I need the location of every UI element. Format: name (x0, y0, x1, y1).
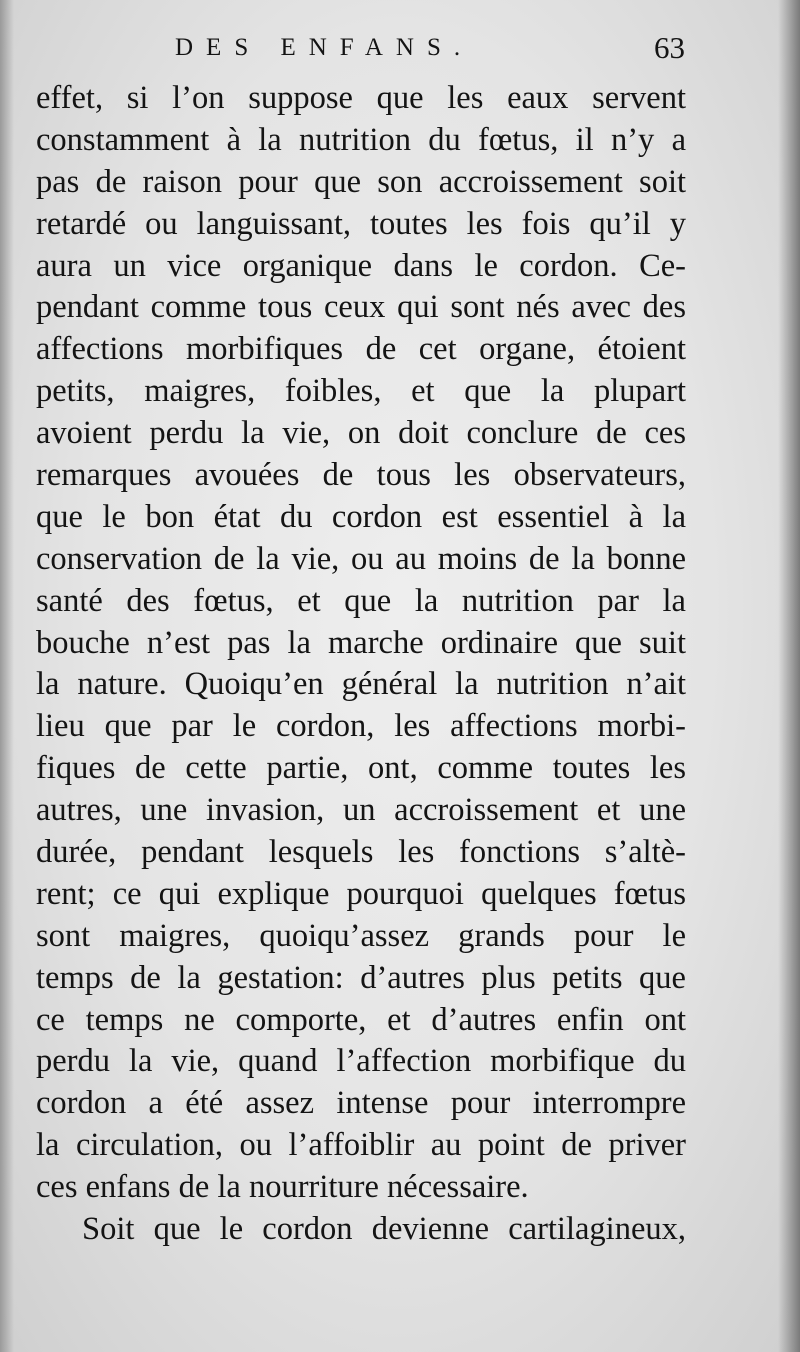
text-line: constamment à la nutrition du fœtus, il n’y a (36, 121, 686, 158)
text-line: sont maigres, quoiqu’assez grands pour le (36, 917, 686, 954)
text-line: temps de la gestation: d’autres plus petits que (36, 959, 686, 996)
page-number: 63 (654, 30, 685, 65)
text-line: pas de raison pour que son accroissement soit (36, 163, 686, 200)
text-line: conservation de la vie, ou au moins de la bonne (36, 540, 686, 577)
text-line: que le bon état du cordon est essentiel à la (36, 498, 686, 535)
text-line: rent; ce qui explique pourquoi quelques fœtus (36, 875, 686, 912)
text-line: perdu la vie, quand l’affection morbifique du (36, 1043, 686, 1080)
text-line: durée, pendant lesquels les fonctions s’altè- (36, 834, 686, 871)
text-line: santé des fœtus, et que la nutrition par la (36, 582, 686, 619)
text-line: bouche n’est pas la marche ordinaire que suit (36, 624, 686, 661)
paragraph-start-line: Soit que le cordon devienne cartilagineux, (82, 1211, 686, 1248)
text-line: avoient perdu la vie, on doit conclure de ces (36, 415, 686, 452)
text-line: aura un vice organique dans le cordon. Ce- (36, 247, 686, 284)
text-line: remarques avouées de tous les observateurs, (36, 457, 686, 494)
text-line: pendant comme tous ceux qui sont nés avec des (36, 289, 686, 326)
text-line: la nature. Quoiqu’en général la nutrition n’ait (36, 666, 686, 703)
text-line: lieu que par le cordon, les affections morbi- (36, 708, 686, 745)
paragraph-end-line: ces enfans de la nourriture nécessaire. (36, 1169, 529, 1206)
page-right-edge-shadow (778, 0, 800, 1352)
text-line: ce temps ne comporte, et d’autres enfin ont (36, 1001, 686, 1038)
page-header (175, 28, 685, 72)
text-line: petits, maigres, foibles, et que la plupart (36, 373, 686, 410)
page-left-edge-shadow (0, 0, 14, 1352)
text-line: fiques de cette partie, ont, comme toutes les (36, 750, 686, 787)
text-line: autres, une invasion, un accroissement et une (36, 792, 686, 829)
body-text (36, 78, 686, 1251)
text-line: la circulation, ou l’affoiblir au point de priver (36, 1127, 686, 1164)
text-line: affections morbifiques de cet organe, étoient (36, 331, 686, 368)
text-line: retardé ou languissant, toutes les fois qu’il y (36, 205, 686, 242)
running-head: DES ENFANS. (175, 34, 474, 61)
text-line: effet, si l’on suppose que les eaux servent (36, 80, 686, 116)
text-line: cordon a été assez intense pour interrompre (36, 1085, 686, 1122)
